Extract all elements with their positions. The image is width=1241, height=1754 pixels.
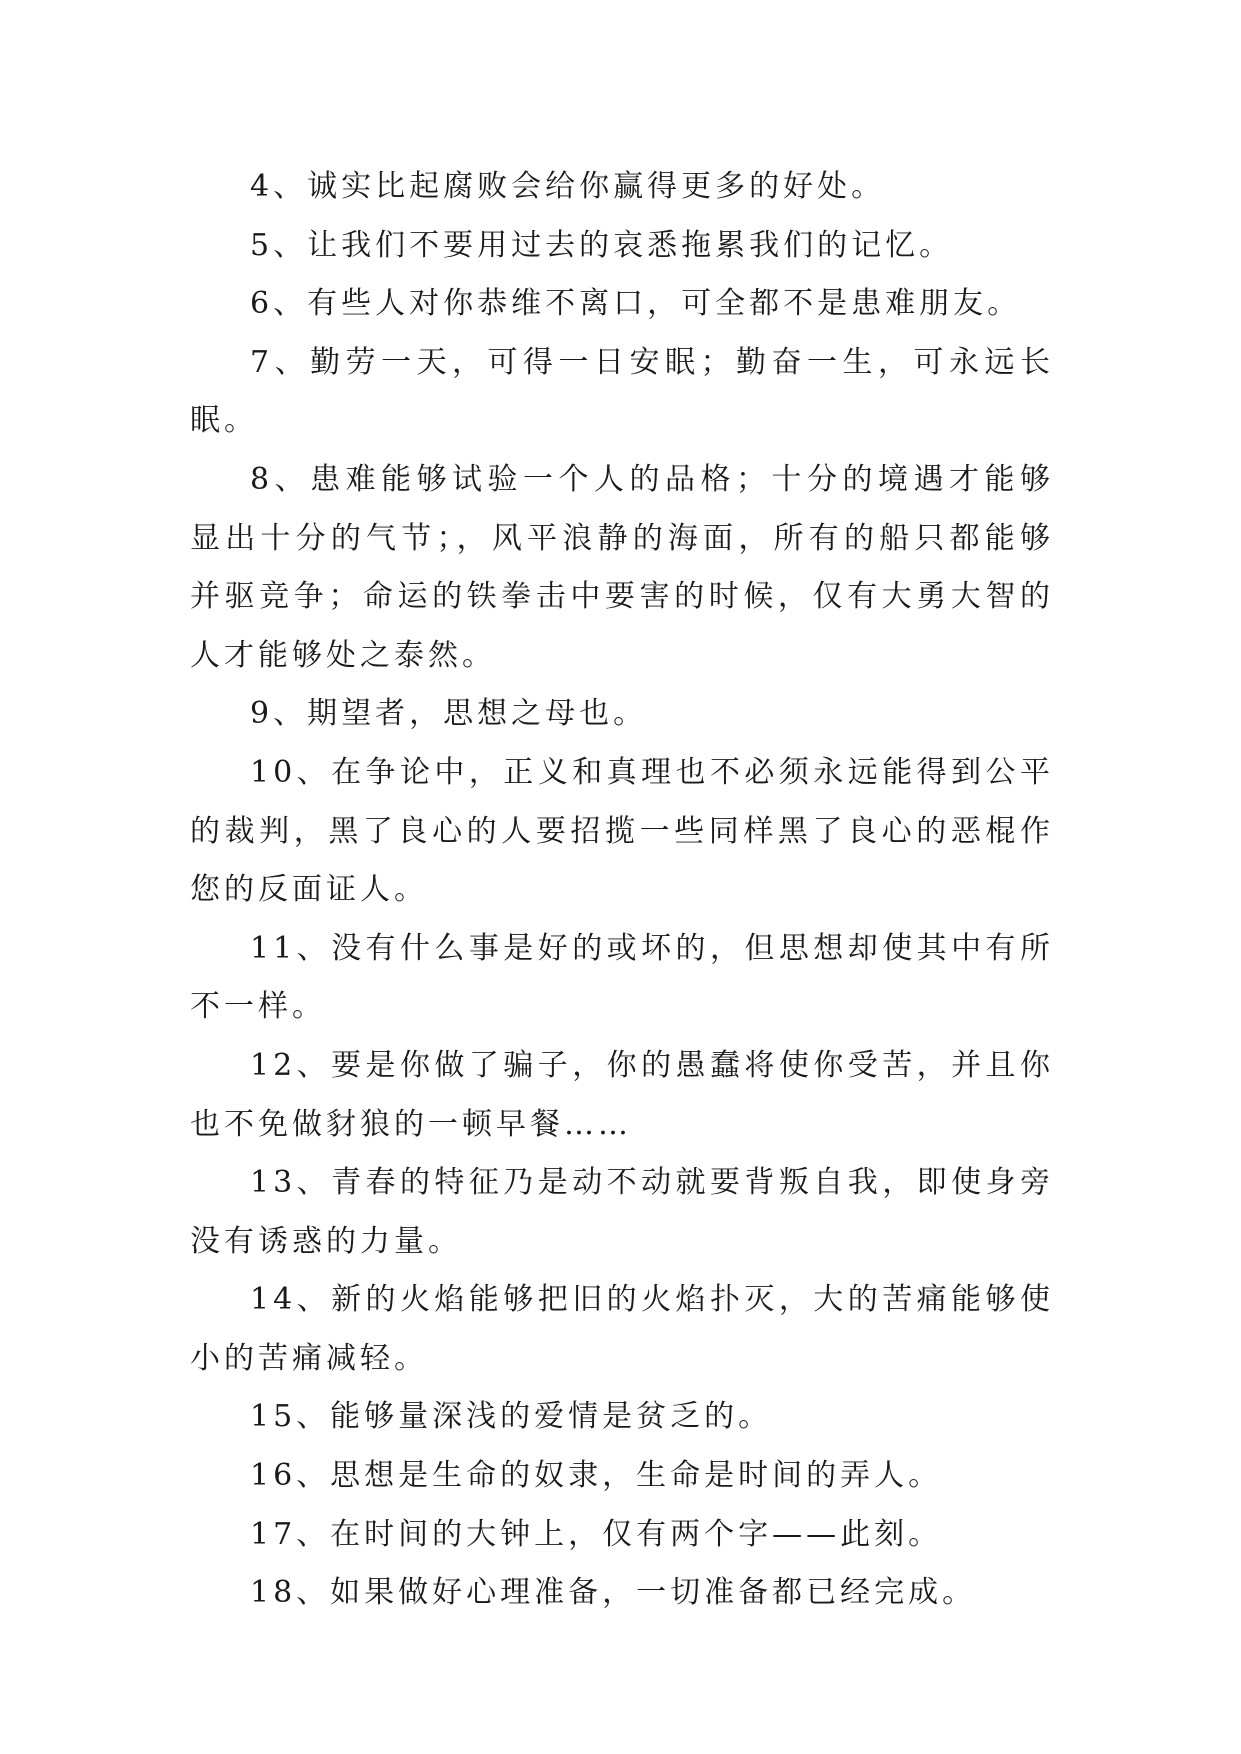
paragraph: 16、思想是生命的奴隶，生命是时间的弄人。 <box>250 1458 943 1494</box>
paragraph: 17、在时间的大钟上，仅有两个字——此刻。 <box>250 1516 943 1552</box>
document-body <box>190 158 1054 1623</box>
paragraph: 4、诚实比起腐败会给你赢得更多的好处。 <box>250 169 886 204</box>
paragraph: 15、能够量深浅的爱情是贫乏的。 <box>250 1399 773 1435</box>
paragraph: 8、患难能够试验一个人的品格；十分的境遇才能够显出十分的气节；，风平浪静的海面，所有的船只都能够并驱竞争；命运的铁拳击中要害的时候，仅有大勇大智的人才能够处之泰然。 <box>190 461 1054 673</box>
paragraph: 9、期望者，思想之母也。 <box>250 696 648 732</box>
paragraph: 13、青春的特征乃是动不动就要背叛自我，即使身旁没有诱惑的力量。 <box>190 1165 1054 1259</box>
paragraph: 12、要是你做了骗子，你的愚蠢将使你受苦，并且你也不免做豺狼的一顿早餐…… <box>190 1047 1054 1142</box>
paragraph: 14、新的火焰能够把旧的火焰扑灭，大的苦痛能够使小的苦痛减轻。 <box>190 1282 1054 1376</box>
paragraph: 18、如果做好心理准备，一切准备都已经完成。 <box>250 1575 977 1611</box>
paragraph: 7、勤劳一天，可得一日安眠；勤奋一生，可永远长眠。 <box>190 344 1054 439</box>
paragraph: 5、让我们不要用过去的哀悉拖累我们的记忆。 <box>250 227 954 263</box>
paragraph: 10、在争论中，正义和真理也不必须永远能得到公平的裁判，黑了良心的人要招揽一些同样黑了良心的恶棍作您的反面证人。 <box>190 754 1054 908</box>
paragraph: 6、有些人对你恭维不离口，可全都不是患难朋友。 <box>250 286 1022 322</box>
paragraph: 11、没有什么事是好的或坏的，但思想却使其中有所不一样。 <box>190 930 1054 1025</box>
